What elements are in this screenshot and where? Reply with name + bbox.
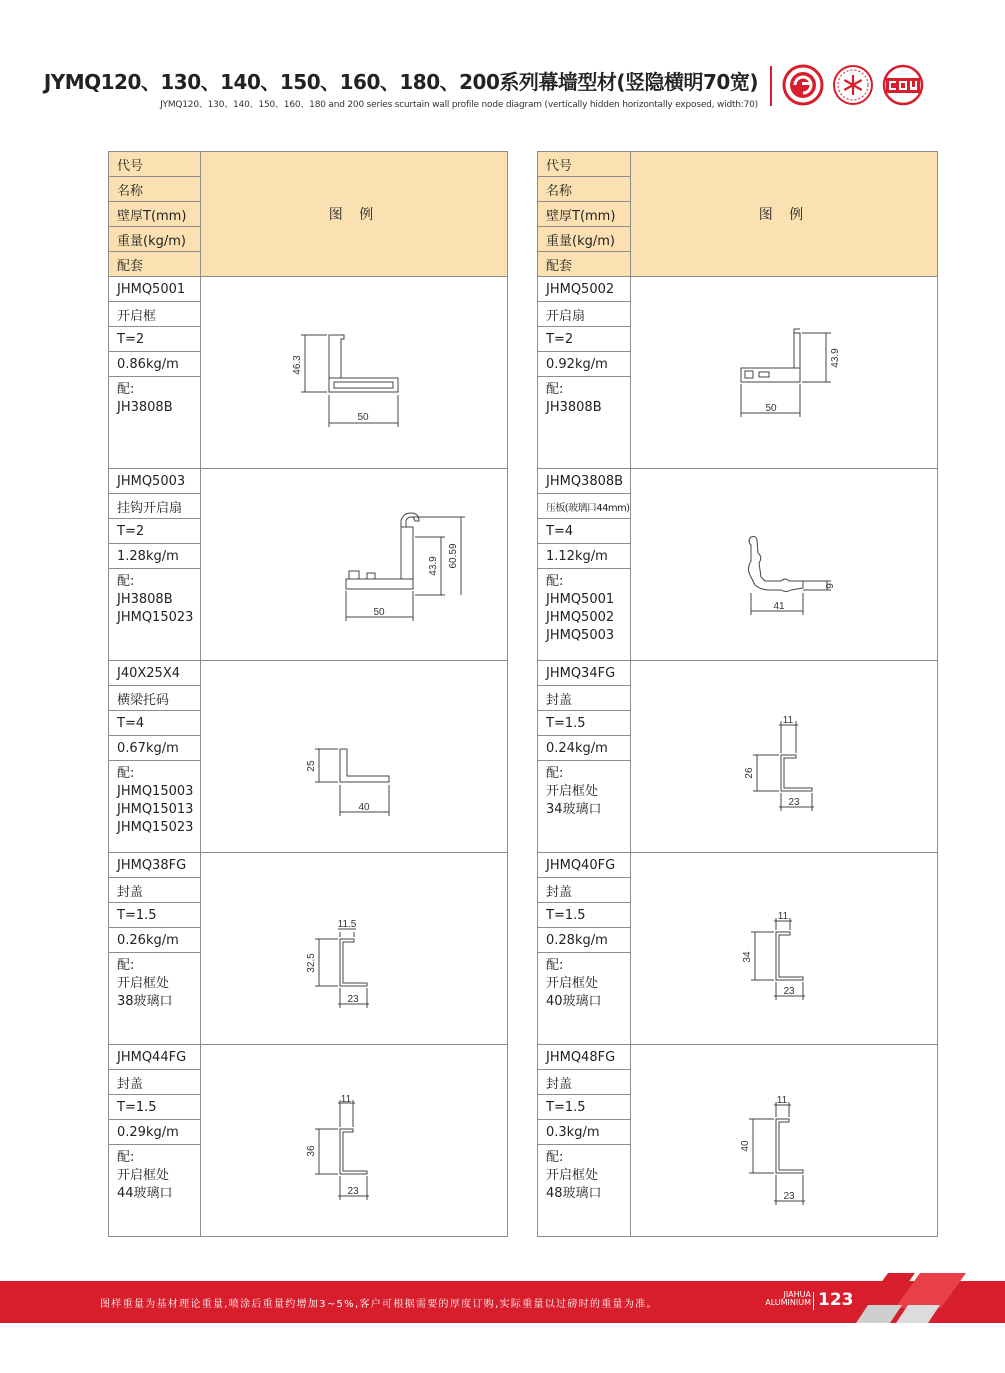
profile-thickness: T=1.5 — [109, 1095, 201, 1120]
match-line: 开启框处 — [546, 784, 599, 799]
profile-weight: 1.12kg/m — [538, 544, 631, 569]
table-row — [538, 661, 938, 686]
match-line: JH3808B — [117, 592, 173, 607]
table-row — [109, 661, 508, 686]
profile-code: JHMQ34FG — [538, 661, 631, 686]
match-line: JHMQ15003 — [117, 784, 194, 799]
table-row — [538, 277, 938, 302]
brand-line1: JIAHUA — [783, 1290, 811, 1299]
header-code: 代号 — [538, 152, 631, 177]
profile-weight: 0.29kg/m — [109, 1120, 201, 1145]
dim-height: 9 — [825, 583, 836, 589]
match-line: 配: — [546, 574, 564, 589]
profile-weight: 0.24kg/m — [538, 736, 631, 761]
match-line: JH3808B — [546, 400, 602, 415]
profile-drawing — [201, 469, 508, 661]
header-name: 名称 — [538, 177, 631, 202]
profile-thickness: T=1.5 — [538, 711, 631, 736]
profile-name: 压板(玻璃口44mm) — [538, 494, 631, 519]
footer-stripes-decoration — [850, 1268, 970, 1328]
profile-code: JHMQ5001 — [109, 277, 201, 302]
match-line: 配: — [117, 958, 135, 973]
match-line: 40玻璃口 — [546, 994, 602, 1009]
match-line: 配: — [546, 1150, 564, 1165]
dim-top-width: 11.5 — [337, 919, 357, 930]
profile-code: JHMQ44FG — [109, 1045, 201, 1070]
profile-name: 横梁托码 — [109, 686, 201, 711]
profile-thickness: T=1.5 — [538, 1095, 631, 1120]
table-body-left — [109, 152, 508, 1237]
profile-name: 封盖 — [109, 878, 201, 903]
footer-note: 图样重量为基材理论重量,喷涂后重量约增加3~5%,客户可根据需要的厚度订购,实际重量以过磅时的重量为准。 — [100, 1299, 658, 1310]
match-line: 配: — [546, 766, 564, 781]
profile-weight: 0.28kg/m — [538, 928, 631, 953]
profile-code: JHMQ40FG — [538, 853, 631, 878]
profile-code: JHMQ5003 — [109, 469, 201, 494]
table-row — [538, 853, 938, 878]
match-line: JHMQ15023 — [117, 820, 194, 835]
match-line: 开启框处 — [117, 976, 170, 991]
dim-height: 36 — [306, 1145, 317, 1157]
dim-height: 40 — [740, 1140, 751, 1152]
dim-height: 43.9 — [428, 556, 439, 576]
profile-drawing — [631, 277, 938, 469]
profile-code: JHMQ3808B — [538, 469, 631, 494]
dim-height: 46.3 — [292, 355, 303, 375]
table-row — [109, 853, 508, 878]
header-row — [109, 152, 508, 177]
header-thickness: 壁厚T(mm) — [109, 202, 201, 227]
dim-height: 34 — [742, 951, 753, 963]
dim-top-width: 11 — [776, 1095, 788, 1106]
match-line: 开启框处 — [546, 976, 599, 991]
dim-width: 50 — [357, 412, 369, 423]
match-line: 44玻璃口 — [117, 1186, 173, 1201]
header-weight: 重量(kg/m) — [538, 227, 631, 252]
dim-bottom-width: 23 — [783, 986, 795, 997]
profile-weight: 0.86kg/m — [109, 352, 201, 377]
header-match: 配套 — [109, 252, 201, 277]
profile-match — [538, 377, 631, 469]
profile-name: 开启扇 — [538, 302, 631, 327]
profile-code: JHMQ5002 — [538, 277, 631, 302]
brand-line2: ALUMINIUM — [765, 1298, 811, 1307]
profile-name: 封盖 — [538, 878, 631, 903]
profile-drawing — [201, 1045, 508, 1237]
profile-match — [538, 953, 631, 1045]
profile-drawing — [631, 853, 938, 1045]
match-line: 34玻璃口 — [546, 802, 602, 817]
match-line: 配: — [117, 574, 135, 589]
match-line: 配: — [117, 766, 135, 781]
header-match: 配套 — [538, 252, 631, 277]
header-divider — [770, 66, 772, 106]
dim-top-width: 11 — [777, 911, 789, 922]
profile-code: JHMQ48FG — [538, 1045, 631, 1070]
match-line: JHMQ15013 — [117, 802, 194, 817]
header-code: 代号 — [109, 152, 201, 177]
page-subtitle: JYMQ120、130、140、150、160、180 and 200 series scurtain wall profile node diagram (vertically hidden horizontally exposed, width:70) — [160, 100, 758, 110]
profile-thickness: T=2 — [109, 519, 201, 544]
profile-drawing — [201, 277, 508, 469]
profile-match — [538, 1145, 631, 1237]
match-line: 38玻璃口 — [117, 994, 173, 1009]
profile-thickness: T=1.5 — [109, 903, 201, 928]
profile-drawing — [201, 661, 508, 853]
profile-weight: 0.26kg/m — [109, 928, 201, 953]
dim-top-width: 11 — [782, 715, 794, 726]
gb-logo — [782, 64, 824, 106]
profile-thickness: T=1.5 — [538, 903, 631, 928]
profile-match — [109, 761, 201, 853]
table-row — [538, 469, 938, 494]
table-row — [109, 277, 508, 302]
header-row — [538, 152, 938, 177]
footer-divider — [813, 1292, 814, 1310]
match-line: 配: — [546, 958, 564, 973]
match-line: 配: — [117, 1150, 135, 1165]
profile-match — [109, 1145, 201, 1237]
profile-match — [109, 377, 201, 469]
profile-match — [538, 569, 631, 661]
snowflake-seal-logo — [832, 64, 874, 106]
profile-thickness: T=2 — [538, 327, 631, 352]
brand-name — [757, 1291, 811, 1307]
dim-bottom-width: 23 — [783, 1191, 795, 1202]
profile-match — [109, 569, 201, 661]
header-figure: 图 例 — [201, 152, 508, 277]
match-line: JHMQ5001 — [546, 592, 615, 607]
match-line: 配: — [117, 382, 135, 397]
page-title: JYMQ120、130、140、150、160、180、200系列幕墙型材(竖隐横明70宽) — [43, 70, 758, 94]
profile-weight: 0.92kg/m — [538, 352, 631, 377]
match-line: 配: — [546, 382, 564, 397]
dim-height: 32.5 — [306, 953, 317, 973]
match-line: 48玻璃口 — [546, 1186, 602, 1201]
match-line: JH3808B — [117, 400, 173, 415]
profile-name: 封盖 — [538, 686, 631, 711]
dim-height: 25 — [306, 760, 317, 772]
profile-name: 挂钩开启扇 — [109, 494, 201, 519]
header-figure: 图 例 — [631, 152, 938, 277]
certification-logos — [782, 64, 924, 106]
profile-name: 封盖 — [109, 1070, 201, 1095]
profile-code: J40X25X4 — [109, 661, 201, 686]
profile-weight: 0.3kg/m — [538, 1120, 631, 1145]
cqm-logo — [882, 64, 924, 106]
profile-table-left — [108, 151, 508, 1237]
profile-name: 封盖 — [538, 1070, 631, 1095]
profile-match — [109, 953, 201, 1045]
profile-weight: 1.28kg/m — [109, 544, 201, 569]
table-body-right — [538, 152, 938, 1237]
profile-table-right — [537, 151, 938, 1237]
profile-weight: 0.67kg/m — [109, 736, 201, 761]
dim-width: 50 — [765, 403, 777, 414]
match-line: JHMQ15023 — [117, 610, 194, 625]
match-line: JHMQ5003 — [546, 628, 615, 643]
profile-drawing — [631, 1045, 938, 1237]
profile-match — [538, 761, 631, 853]
dim-bottom-width: 23 — [347, 1186, 359, 1197]
dim-height: 26 — [744, 767, 755, 779]
table-row — [109, 469, 508, 494]
page-number: 123 — [818, 1290, 854, 1310]
header-weight: 重量(kg/m) — [109, 227, 201, 252]
dim-width: 40 — [358, 802, 370, 813]
profile-code: JHMQ38FG — [109, 853, 201, 878]
profile-drawing — [631, 661, 938, 853]
dim-width: 41 — [773, 601, 785, 612]
dim-bottom-width: 23 — [347, 994, 359, 1005]
header-thickness: 壁厚T(mm) — [538, 202, 631, 227]
profile-thickness: T=2 — [109, 327, 201, 352]
dim-width: 50 — [373, 607, 385, 618]
match-line: 开启框处 — [546, 1168, 599, 1183]
match-line: 开启框处 — [117, 1168, 170, 1183]
header-name: 名称 — [109, 177, 201, 202]
profile-thickness: T=4 — [109, 711, 201, 736]
dim-bottom-width: 23 — [788, 797, 800, 808]
dim-height: 43.9 — [830, 348, 841, 368]
match-line: JHMQ5002 — [546, 610, 615, 625]
profile-drawing — [201, 853, 508, 1045]
dim-top-width: 11 — [340, 1094, 352, 1105]
table-row — [109, 1045, 508, 1070]
profile-name: 开启框 — [109, 302, 201, 327]
profile-thickness: T=4 — [538, 519, 631, 544]
profile-drawing — [631, 469, 938, 661]
dim-total-height: 60.59 — [448, 543, 459, 569]
table-row — [538, 1045, 938, 1070]
